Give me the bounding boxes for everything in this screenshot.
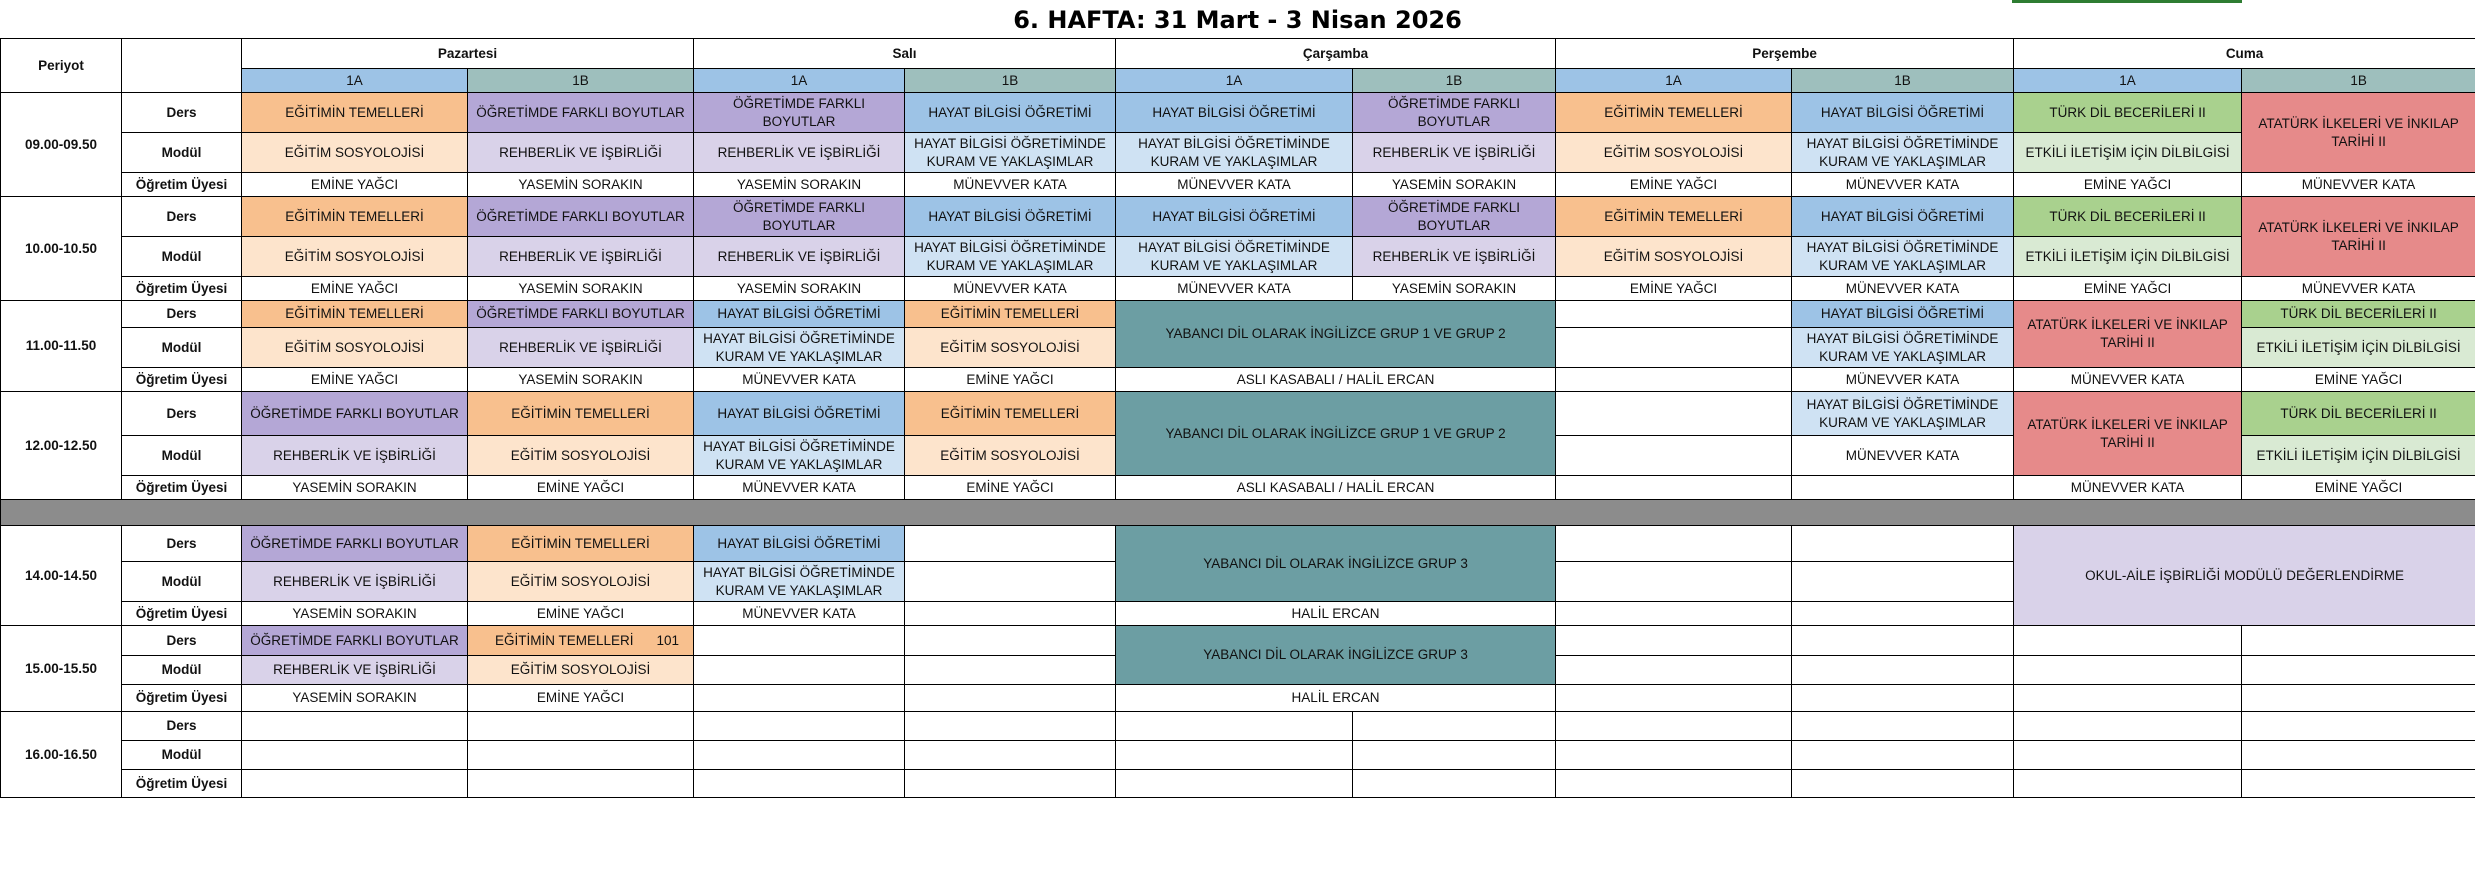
course-cell[interactable]: ÖĞRETİMDE FARKLI BOYUTLAR xyxy=(242,392,468,436)
module-cell[interactable]: ETKİLİ İLETİŞİM İÇİN DİLBİLGİSİ xyxy=(2014,133,2242,173)
row-label-ders[interactable]: Ders xyxy=(122,197,242,237)
empty-cell[interactable] xyxy=(905,626,1116,656)
course-cell[interactable]: ÖĞRETİMDE FARKLI BOYUTLAR xyxy=(242,626,468,656)
empty-cell[interactable] xyxy=(694,685,905,712)
course-cell[interactable]: TÜRK DİL BECERİLERİ II xyxy=(2014,197,2242,237)
empty-cell[interactable] xyxy=(1116,770,1353,798)
instructor-cell[interactable]: MÜNEVVER KATA xyxy=(694,476,905,500)
module-cell[interactable]: EĞİTİM SOSYOLOJİSİ xyxy=(242,328,468,368)
row-label-ogretim[interactable]: Öğretim Üyesi xyxy=(122,770,242,798)
module-cell[interactable]: HAYAT BİLGİSİ ÖĞRETİMİNDE KURAM VE YAKLAŞIMLAR xyxy=(905,133,1116,173)
empty-cell[interactable] xyxy=(905,526,1116,562)
course-cell[interactable]: ATATÜRK İLKELERİ VE İNKILAP TARİHİ II xyxy=(2014,301,2242,368)
row-label-ders[interactable]: Ders xyxy=(122,392,242,436)
empty-cell[interactable] xyxy=(694,770,905,798)
row-label-ders[interactable]: Ders xyxy=(122,301,242,328)
course-cell[interactable]: TÜRK DİL BECERİLERİ II xyxy=(2014,93,2242,133)
empty-cell[interactable] xyxy=(2014,626,2242,656)
empty-cell[interactable] xyxy=(468,770,694,798)
course-cell[interactable]: OKUL-AİLE İŞBİRLİĞİ MODÜLÜ DEĞERLENDİRME xyxy=(2014,526,2475,626)
instructor-cell[interactable]: YASEMİN SORAKIN xyxy=(242,602,468,626)
schedule-table xyxy=(0,38,2475,798)
instructor-cell[interactable]: YASEMİN SORAKIN xyxy=(468,368,694,392)
instructor-cell[interactable]: MÜNEVVER KATA xyxy=(905,277,1116,301)
header-blank[interactable] xyxy=(122,39,242,93)
module-cell[interactable]: EĞİTİM SOSYOLOJİSİ xyxy=(905,436,1116,476)
instructor-cell[interactable]: YASEMİN SORAKIN xyxy=(694,277,905,301)
module-cell[interactable]: HAYAT BİLGİSİ ÖĞRETİMİNDE KURAM VE YAKLAŞIMLAR xyxy=(694,328,905,368)
instructor-cell[interactable]: MÜNEVVER KATA xyxy=(2242,277,2475,301)
empty-cell[interactable] xyxy=(242,770,468,798)
module-cell[interactable]: EĞİTİM SOSYOLOJİSİ xyxy=(242,133,468,173)
course-cell[interactable]: ATATÜRK İLKELERİ VE İNKILAP TARİHİ II xyxy=(2242,93,2475,173)
empty-cell[interactable] xyxy=(1556,685,1792,712)
empty-cell[interactable] xyxy=(2014,685,2242,712)
empty-cell[interactable] xyxy=(1556,526,1792,562)
empty-cell[interactable] xyxy=(905,712,1116,741)
empty-cell[interactable] xyxy=(1792,526,2014,562)
empty-cell[interactable] xyxy=(1556,741,1792,770)
row-label-ogretim[interactable]: Öğretim Üyesi xyxy=(122,277,242,301)
module-cell[interactable]: REHBERLİK VE İŞBİRLİĞİ xyxy=(694,237,905,277)
instructor-cell[interactable]: MÜNEVVER KATA xyxy=(1792,173,2014,197)
course-cell[interactable]: ÖĞRETİMDE FARKLI BOYUTLAR xyxy=(1353,93,1556,133)
course-cell[interactable]: YABANCI DİL OLARAK İNGİLİZCE GRUP 3 xyxy=(1116,626,1556,685)
empty-cell[interactable] xyxy=(2014,712,2242,741)
header-day-wednesday[interactable]: Çarşamba xyxy=(1116,39,1556,69)
header-group-1a[interactable]: 1A xyxy=(242,69,468,93)
instructor-cell[interactable]: YASEMİN SORAKIN xyxy=(694,173,905,197)
empty-cell[interactable] xyxy=(1556,436,1792,476)
empty-cell[interactable] xyxy=(242,712,468,741)
course-cell[interactable]: HAYAT BİLGİSİ ÖĞRETİMİ xyxy=(1792,301,2014,328)
row-label-ogretim[interactable]: Öğretim Üyesi xyxy=(122,173,242,197)
empty-cell[interactable] xyxy=(1556,626,1792,656)
empty-cell[interactable] xyxy=(905,685,1116,712)
instructor-cell[interactable]: YASEMİN SORAKIN xyxy=(1353,277,1556,301)
module-cell[interactable]: EĞİTİM SOSYOLOJİSİ xyxy=(242,237,468,277)
course-cell[interactable]: YABANCI DİL OLARAK İNGİLİZCE GRUP 1 VE GRUP 2 xyxy=(1116,301,1556,368)
empty-cell[interactable] xyxy=(1792,562,2014,602)
empty-cell[interactable] xyxy=(1792,741,2014,770)
empty-cell[interactable] xyxy=(1556,712,1792,741)
empty-cell[interactable] xyxy=(2014,741,2242,770)
period-3[interactable]: 11.00-11.50 xyxy=(1,301,122,392)
empty-cell[interactable] xyxy=(1792,770,2014,798)
module-cell[interactable]: REHBERLİK VE İŞBİRLİĞİ xyxy=(242,656,468,685)
empty-cell[interactable] xyxy=(1353,741,1556,770)
instructor-cell[interactable]: EMİNE YAĞCI xyxy=(1556,173,1792,197)
empty-cell[interactable] xyxy=(1792,626,2014,656)
instructor-cell[interactable]: EMİNE YAĞCI xyxy=(1556,277,1792,301)
empty-cell[interactable] xyxy=(694,712,905,741)
empty-cell[interactable] xyxy=(2242,741,2475,770)
header-group-1b[interactable]: 1B xyxy=(905,69,1116,93)
instructor-cell[interactable]: MÜNEVVER KATA xyxy=(2014,476,2242,500)
empty-cell[interactable] xyxy=(694,656,905,685)
course-cell[interactable]: EĞİTİMİN TEMELLERİ xyxy=(468,392,694,436)
row-label-modul[interactable]: Modül xyxy=(122,562,242,602)
empty-cell[interactable] xyxy=(905,741,1116,770)
period-1[interactable]: 09.00-09.50 xyxy=(1,93,122,197)
row-label-modul[interactable]: Modül xyxy=(122,741,242,770)
course-cell[interactable]: EĞİTİMİN TEMELLERİ xyxy=(1556,197,1792,237)
room-number: 101 xyxy=(656,632,680,648)
course-cell[interactable]: HAYAT BİLGİSİ ÖĞRETİMİ xyxy=(694,392,905,436)
empty-cell[interactable] xyxy=(1556,562,1792,602)
course-cell[interactable]: ÖĞRETİMDE FARKLI BOYUTLAR xyxy=(468,93,694,133)
empty-cell[interactable] xyxy=(1556,392,1792,436)
course-cell[interactable]: HAYAT BİLGİSİ ÖĞRETİMİ xyxy=(694,526,905,562)
empty-cell[interactable] xyxy=(1353,712,1556,741)
course-cell[interactable]: EĞİTİMİN TEMELLERİ xyxy=(905,301,1116,328)
empty-cell[interactable] xyxy=(1556,476,1792,500)
header-periot[interactable]: Periyot xyxy=(1,39,122,93)
instructor-cell[interactable]: ASLI KASABALI / HALİL ERCAN xyxy=(1116,368,1556,392)
module-cell[interactable]: REHBERLİK VE İŞBİRLİĞİ xyxy=(468,133,694,173)
instructor-cell[interactable]: YASEMİN SORAKIN xyxy=(1353,173,1556,197)
course-cell[interactable]: HAYAT BİLGİSİ ÖĞRETİMİ xyxy=(1116,197,1353,237)
course-cell[interactable]: YABANCI DİL OLARAK İNGİLİZCE GRUP 1 VE GRUP 2 xyxy=(1116,392,1556,476)
instructor-cell[interactable]: EMİNE YAĞCI xyxy=(2242,368,2475,392)
course-cell[interactable]: HAYAT BİLGİSİ ÖĞRETİMİ xyxy=(694,301,905,328)
instructor-cell[interactable]: EMİNE YAĞCI xyxy=(468,602,694,626)
empty-cell[interactable] xyxy=(1792,656,2014,685)
instructor-cell[interactable]: EMİNE YAĞCI xyxy=(2014,173,2242,197)
module-cell[interactable]: REHBERLİK VE İŞBİRLİĞİ xyxy=(1353,237,1556,277)
module-cell[interactable]: EĞİTİM SOSYOLOJİSİ xyxy=(1556,133,1792,173)
instructor-cell[interactable]: EMİNE YAĞCI xyxy=(468,685,694,712)
empty-cell[interactable] xyxy=(468,712,694,741)
module-cell[interactable]: ETKİLİ İLETİŞİM İÇİN DİLBİLGİSİ xyxy=(2242,436,2475,476)
period-6[interactable]: 15.00-15.50 xyxy=(1,626,122,712)
instructor-cell[interactable]: MÜNEVVER KATA xyxy=(1792,436,2014,476)
empty-cell[interactable] xyxy=(905,656,1116,685)
header-day-thursday[interactable]: Perşembe xyxy=(1556,39,2014,69)
course-cell[interactable]: ÖĞRETİMDE FARKLI BOYUTLAR xyxy=(242,526,468,562)
header-group-1b[interactable]: 1B xyxy=(468,69,694,93)
row-label-ogretim[interactable]: Öğretim Üyesi xyxy=(122,602,242,626)
instructor-cell[interactable]: MÜNEVVER KATA xyxy=(2242,173,2475,197)
row-label-modul[interactable]: Modül xyxy=(122,328,242,368)
row-label-ders[interactable]: Ders xyxy=(122,93,242,133)
empty-cell[interactable] xyxy=(1792,685,2014,712)
empty-cell[interactable] xyxy=(1116,712,1353,741)
instructor-cell[interactable]: YASEMİN SORAKIN xyxy=(468,173,694,197)
course-cell[interactable]: ÖĞRETİMDE FARKLI BOYUTLAR xyxy=(1353,197,1556,237)
row-label-ders[interactable]: Ders xyxy=(122,626,242,656)
module-cell[interactable]: HAYAT BİLGİSİ ÖĞRETİMİNDE KURAM VE YAKLAŞIMLAR xyxy=(694,562,905,602)
row-label-ders[interactable]: Ders xyxy=(122,712,242,741)
instructor-cell[interactable]: EMİNE YAĞCI xyxy=(2242,476,2475,500)
course-cell[interactable]: EĞİTİMİN TEMELLERİ xyxy=(242,197,468,237)
module-cell[interactable]: REHBERLİK VE İŞBİRLİĞİ xyxy=(1353,133,1556,173)
empty-cell[interactable] xyxy=(694,741,905,770)
course-cell[interactable]: YABANCI DİL OLARAK İNGİLİZCE GRUP 3 xyxy=(1116,526,1556,602)
period-7[interactable]: 16.00-16.50 xyxy=(1,712,122,798)
module-cell[interactable]: EĞİTİM SOSYOLOJİSİ xyxy=(468,656,694,685)
row-label-modul[interactable]: Modül xyxy=(122,133,242,173)
empty-cell[interactable] xyxy=(242,741,468,770)
instructor-cell[interactable]: YASEMİN SORAKIN xyxy=(468,277,694,301)
course-cell[interactable]: ÖĞRETİMDE FARKLI BOYUTLAR xyxy=(468,301,694,328)
row-label-modul[interactable]: Modül xyxy=(122,237,242,277)
empty-cell[interactable] xyxy=(1556,301,1792,328)
period-5[interactable]: 14.00-14.50 xyxy=(1,526,122,626)
instructor-cell[interactable]: EMİNE YAĞCI xyxy=(242,173,468,197)
row-label-ogretim[interactable]: Öğretim Üyesi xyxy=(122,685,242,712)
empty-cell[interactable] xyxy=(1792,712,2014,741)
instructor-cell[interactable]: MÜNEVVER KATA xyxy=(2014,368,2242,392)
instructor-cell[interactable]: EMİNE YAĞCI xyxy=(242,368,468,392)
instructor-cell[interactable]: YASEMİN SORAKIN xyxy=(242,476,468,500)
instructor-cell[interactable]: EMİNE YAĞCI xyxy=(905,368,1116,392)
empty-cell[interactable] xyxy=(1556,656,1792,685)
module-cell[interactable]: HAYAT BİLGİSİ ÖĞRETİMİNDE KURAM VE YAKLAŞIMLAR xyxy=(1116,237,1353,277)
course-cell[interactable]: HAYAT BİLGİSİ ÖĞRETİMİ xyxy=(905,197,1116,237)
header-group-1a[interactable]: 1A xyxy=(694,69,905,93)
course-cell[interactable]: ÖĞRETİMDE FARKLI BOYUTLAR xyxy=(694,197,905,237)
instructor-cell[interactable]: MÜNEVVER KATA xyxy=(905,173,1116,197)
module-cell[interactable]: EĞİTİM SOSYOLOJİSİ xyxy=(905,328,1116,368)
instructor-cell[interactable]: MÜNEVVER KATA xyxy=(1792,277,2014,301)
empty-cell[interactable] xyxy=(905,602,1116,626)
lunch-break-separator xyxy=(1,500,2475,526)
empty-cell[interactable] xyxy=(905,770,1116,798)
module-cell[interactable]: HAYAT BİLGİSİ ÖĞRETİMİNDE KURAM VE YAKLAŞIMLAR xyxy=(905,237,1116,277)
header-group-1b[interactable]: 1B xyxy=(2242,69,2475,93)
instructor-cell[interactable]: HALİL ERCAN xyxy=(1116,602,1556,626)
row-label-modul[interactable]: Modül xyxy=(122,436,242,476)
empty-cell[interactable] xyxy=(1116,741,1353,770)
header-group-1a[interactable]: 1A xyxy=(2014,69,2242,93)
course-cell[interactable]: TÜRK DİL BECERİLERİ II xyxy=(2242,301,2475,328)
instructor-cell[interactable]: EMİNE YAĞCI xyxy=(2014,277,2242,301)
module-cell[interactable]: EĞİTİM SOSYOLOJİSİ xyxy=(468,436,694,476)
empty-cell[interactable] xyxy=(1556,770,1792,798)
module-cell[interactable]: REHBERLİK VE İŞBİRLİĞİ xyxy=(468,237,694,277)
instructor-cell[interactable]: YASEMİN SORAKIN xyxy=(242,685,468,712)
course-cell[interactable]: TÜRK DİL BECERİLERİ II xyxy=(2242,392,2475,436)
instructor-cell[interactable]: MÜNEVVER KATA xyxy=(1116,173,1353,197)
course-cell[interactable]: ÖĞRETİMDE FARKLI BOYUTLAR xyxy=(468,197,694,237)
empty-cell[interactable] xyxy=(1556,602,1792,626)
course-label: EĞİTİMİN TEMELLERİ xyxy=(494,632,634,648)
empty-cell[interactable] xyxy=(2014,770,2242,798)
module-cell[interactable]: ETKİLİ İLETİŞİM İÇİN DİLBİLGİSİ xyxy=(2014,237,2242,277)
header-group-1a[interactable]: 1A xyxy=(1116,69,1353,93)
empty-cell[interactable] xyxy=(468,741,694,770)
empty-cell[interactable] xyxy=(1556,328,1792,368)
instructor-cell[interactable]: MÜNEVVER KATA xyxy=(1792,368,2014,392)
empty-cell[interactable] xyxy=(2242,656,2475,685)
course-cell[interactable]: EĞİTİMİN TEMELLERİ xyxy=(242,301,468,328)
course-cell[interactable]: HAYAT BİLGİSİ ÖĞRETİMİ xyxy=(1116,93,1353,133)
empty-cell[interactable] xyxy=(1353,770,1556,798)
header-day-tuesday[interactable]: Salı xyxy=(694,39,1116,69)
module-cell[interactable]: EĞİTİM SOSYOLOJİSİ xyxy=(468,562,694,602)
instructor-cell[interactable]: MÜNEVVER KATA xyxy=(694,602,905,626)
module-cell[interactable]: REHBERLİK VE İŞBİRLİĞİ xyxy=(242,436,468,476)
course-cell[interactable]: HAYAT BİLGİSİ ÖĞRETİMİ xyxy=(1792,93,2014,133)
instructor-cell[interactable]: EMİNE YAĞCI xyxy=(468,476,694,500)
module-cell[interactable]: REHBERLİK VE İŞBİRLİĞİ xyxy=(694,133,905,173)
header-group-1b[interactable]: 1B xyxy=(1792,69,2014,93)
module-cell[interactable]: HAYAT BİLGİSİ ÖĞRETİMİNDE KURAM VE YAKLAŞIMLAR xyxy=(694,436,905,476)
module-cell[interactable]: HAYAT BİLGİSİ ÖĞRETİMİNDE KURAM VE YAKLAŞIMLAR xyxy=(1792,328,2014,368)
course-cell[interactable]: EĞİTİMİN TEMELLERİ xyxy=(905,392,1116,436)
course-cell[interactable] xyxy=(468,626,694,656)
row-label-ogretim[interactable]: Öğretim Üyesi xyxy=(122,476,242,500)
empty-cell[interactable] xyxy=(1556,368,1792,392)
module-cell[interactable]: HAYAT BİLGİSİ ÖĞRETİMİNDE KURAM VE YAKLAŞIMLAR xyxy=(1792,133,2014,173)
header-group-1a[interactable]: 1A xyxy=(1556,69,1792,93)
instructor-cell[interactable]: EMİNE YAĞCI xyxy=(242,277,468,301)
header-day-friday[interactable]: Cuma xyxy=(2014,39,2475,69)
empty-cell[interactable] xyxy=(2242,626,2475,656)
module-cell[interactable]: EĞİTİM SOSYOLOJİSİ xyxy=(1556,237,1792,277)
course-cell[interactable]: EĞİTİMİN TEMELLERİ xyxy=(242,93,468,133)
module-cell[interactable]: HAYAT BİLGİSİ ÖĞRETİMİNDE KURAM VE YAKLAŞIMLAR xyxy=(1116,133,1353,173)
empty-cell[interactable] xyxy=(905,562,1116,602)
header-day-monday[interactable]: Pazartesi xyxy=(242,39,694,69)
module-cell[interactable]: HAYAT BİLGİSİ ÖĞRETİMİNDE KURAM VE YAKLAŞIMLAR xyxy=(1792,392,2014,436)
empty-cell[interactable] xyxy=(2242,712,2475,741)
page-title: 6. HAFTA: 31 Mart - 3 Nisan 2026 xyxy=(1013,6,1462,34)
course-cell[interactable]: EĞİTİMİN TEMELLERİ xyxy=(468,526,694,562)
module-cell[interactable]: REHBERLİK VE İŞBİRLİĞİ xyxy=(468,328,694,368)
empty-cell[interactable] xyxy=(694,626,905,656)
course-cell[interactable]: HAYAT BİLGİSİ ÖĞRETİMİ xyxy=(1792,197,2014,237)
empty-cell[interactable] xyxy=(2242,685,2475,712)
course-cell[interactable]: HAYAT BİLGİSİ ÖĞRETİMİ xyxy=(905,93,1116,133)
row-label-modul[interactable]: Modül xyxy=(122,656,242,685)
course-cell[interactable]: EĞİTİMİN TEMELLERİ xyxy=(1556,93,1792,133)
period-2[interactable]: 10.00-10.50 xyxy=(1,197,122,301)
module-cell[interactable]: REHBERLİK VE İŞBİRLİĞİ xyxy=(242,562,468,602)
instructor-cell[interactable]: EMİNE YAĞCI xyxy=(905,476,1116,500)
course-cell[interactable]: ATATÜRK İLKELERİ VE İNKILAP TARİHİ II xyxy=(2014,392,2242,476)
instructor-cell[interactable]: MÜNEVVER KATA xyxy=(1116,277,1353,301)
row-label-ogretim[interactable]: Öğretim Üyesi xyxy=(122,368,242,392)
empty-cell[interactable] xyxy=(2242,770,2475,798)
empty-cell[interactable] xyxy=(1792,476,2014,500)
instructor-cell[interactable]: HALİL ERCAN xyxy=(1116,685,1556,712)
instructor-cell[interactable]: ASLI KASABALI / HALİL ERCAN xyxy=(1116,476,1556,500)
header-group-1b[interactable]: 1B xyxy=(1353,69,1556,93)
period-4[interactable]: 12.00-12.50 xyxy=(1,392,122,500)
empty-cell[interactable] xyxy=(2014,656,2242,685)
empty-cell[interactable] xyxy=(1792,602,2014,626)
course-cell[interactable]: ATATÜRK İLKELERİ VE İNKILAP TARİHİ II xyxy=(2242,197,2475,277)
row-label-ders[interactable]: Ders xyxy=(122,526,242,562)
course-cell[interactable]: ÖĞRETİMDE FARKLI BOYUTLAR xyxy=(694,93,905,133)
module-cell[interactable]: ETKİLİ İLETİŞİM İÇİN DİLBİLGİSİ xyxy=(2242,328,2475,368)
module-cell[interactable]: HAYAT BİLGİSİ ÖĞRETİMİNDE KURAM VE YAKLAŞIMLAR xyxy=(1792,237,2014,277)
instructor-cell[interactable]: MÜNEVVER KATA xyxy=(694,368,905,392)
